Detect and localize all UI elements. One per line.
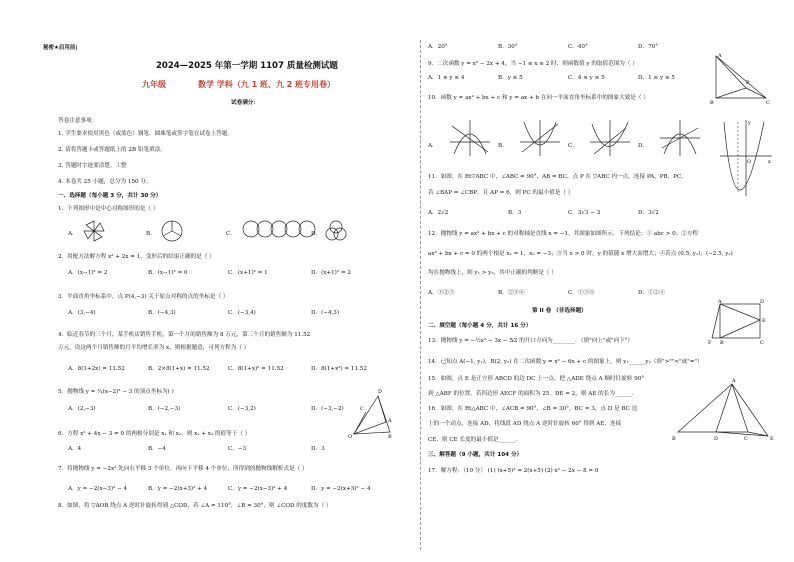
option: A．(2,−3): [68, 406, 96, 412]
graph-option-c: [588, 118, 632, 158]
option: D．: [638, 143, 649, 149]
notice-item: 1. 学生要求使用黑色（或蓝色）钢笔、圆珠笔或签字笔在试卷上答题。: [58, 131, 233, 137]
question-stem: 13．抛物线 y = −½x² − 3x − 5⁄2 的开口方向为________．（填"向上"或"向下"）: [428, 338, 633, 344]
option: C．40°: [568, 44, 588, 50]
option: B．②③④: [498, 290, 525, 296]
figure-label: x: [768, 159, 771, 165]
subject-label: 数学 学科（九 1 班、九 2 班专用卷）: [198, 80, 336, 89]
option: C．: [568, 143, 578, 149]
figure-label: B: [672, 436, 676, 442]
option: C．y = −2(x−3)² + 4: [228, 486, 288, 492]
question-stem: 5．抛物线 y = ¼(x−2)² − 3 的顶点坐标为( ): [58, 389, 174, 395]
option: A．1 ≤ y ≤ 4: [428, 75, 465, 81]
option: D．(−3,−2): [311, 406, 344, 412]
option: D．(−4,3): [311, 310, 340, 316]
option: D．3√2: [638, 210, 659, 216]
section-heading: 三、解答题（9 小题，共计 104 分）: [428, 452, 523, 458]
option: C．(−3,2): [228, 406, 256, 412]
question-stem-line3: 均在抛物线上，则 y₁ > y₂，其中正确的判断是（ ）: [428, 270, 557, 276]
pinwheel-figure: [82, 219, 106, 243]
option: B．: [498, 143, 508, 149]
figure-label: D: [760, 299, 765, 305]
question-stem-line2: 万元，设这两个月销售额的月平均增长率为 x，则根据题意，可列方程为（ ）: [58, 345, 250, 351]
option: C．8(1+x)² = 11.52: [228, 366, 284, 372]
question-stem-line3: CE，则 CE 长度的最小值是______．: [428, 437, 522, 443]
option: B．30°: [498, 44, 518, 50]
option: C．(x+1)² = 1: [228, 270, 268, 276]
question-stem: 2．用配方法解方程 x² + 2x = 1，变形后的结果正确的是（ ）: [58, 254, 215, 260]
question-stem: 14．已知点 A(−1, y₁)，B(2, y₂) 在二次函数 y = x² − 6x + c 的图象上，则 y₁______y₂（填">""<"或"="）: [428, 359, 703, 365]
question-stem-line2: ax² + bx + c = 0 的两个根是 x₁ = 1，x₂ = −3；③当 x > 0 时，y 的值随 x 增大而增大；④若点 (0.5, y₁)，(−2.5, y₂): [428, 251, 733, 257]
option: C．3√3 − 3: [568, 210, 601, 216]
question-stem: 7．将抛物线 y = −2x² 先向右平移 3 个单位，再向下平移 4 个单位，所得到的抛物线解析式是（ ）: [58, 466, 308, 472]
option: A．(x−1)² = 2: [68, 270, 108, 276]
figure-label: A: [718, 299, 722, 305]
question-stem: 8．如图，将 ▽AOB 绕点 A 逆时针旋转得到 △COD，若 ∠A = 110°，∠B = 30°，则 ∠COD 的度数为（ ）: [58, 503, 332, 509]
q11-figure: [712, 52, 774, 104]
figure-label: A: [732, 378, 736, 384]
scope-label: 试卷满分：: [231, 100, 259, 106]
option: A．20°: [428, 44, 448, 50]
question-stem: 3．平面直角坐标系中，点 P(4,−3) 关于原点对称的点的坐标是（ ）: [58, 294, 229, 300]
option: B．y ≤ 5: [498, 75, 523, 81]
figure-label: D: [378, 389, 383, 395]
option: D．8(1+x²) = 11.52: [311, 366, 367, 372]
secret-label: 秘密★启用前|: [43, 45, 78, 51]
question-stem: 11．如图，在 Rt▽ABC 中，∠ABC = 90°，AB = BC，点 P 在 ▽ABC 内一点，连接 PA，PB，PC，: [428, 174, 687, 180]
question-stem: 10．函数 y = ax² + bx + c 和 y = ax + b 在同一平面直角坐标系中的图象大致是（ ）: [428, 95, 649, 101]
graph-option-a: [448, 118, 492, 158]
option: D．3: [311, 446, 325, 452]
question-stem: 17．解方程：（10 分） (1) (x+5)² = 2(x+5) (2) x² − 2x − 8 = 0: [428, 468, 599, 474]
rings-figure: [239, 219, 311, 243]
circle-sector-figure: [160, 219, 184, 243]
figure-label: D: [714, 436, 719, 442]
option: B．−4: [148, 446, 166, 452]
figure-label: y: [748, 120, 751, 126]
option: B．(−4,3): [148, 310, 176, 316]
option: B．2×8(1+x) = 11.52: [148, 366, 210, 372]
option: D．(x+1)² = 2: [311, 270, 351, 276]
option: B．3: [508, 210, 522, 216]
question-stem: 9．二次函数 y = x² − 2x + 4，当 −1 ≤ x ≤ 2 时，则函数值 y 的取值范围为（ ）: [428, 61, 638, 67]
option: D．1 ≤ y ≤ 5: [638, 75, 675, 81]
part2-heading: 第 II 卷 （非选择题）: [532, 308, 587, 314]
question-stem: 4．临近春节的三个月，某手机店销售手机，第一个月的销售额为 8 万元，第三个月的销售额为 11.52: [58, 332, 311, 338]
option: A．8(1+2x) = 11.52: [68, 366, 125, 372]
option: A．2√2: [428, 210, 449, 216]
notice-item: 4. 本卷共 25 小题，总分为 150 分。: [58, 179, 152, 185]
figure-label: B: [720, 340, 724, 346]
figure-label: E: [762, 318, 766, 324]
figure-label: C: [744, 436, 748, 442]
grade-label: 九年级: [142, 80, 166, 89]
figure-label: E: [770, 436, 774, 442]
exam-title: 2024—2025 年第一学期 1107 质量检测试题: [156, 61, 338, 71]
question-stem: 6．方程 x² + 4x − 3 = 0 的两根分别是 x₁ 和 x₂，则 x₁ + x₂ 的值等于（ ）: [58, 431, 251, 437]
option: C．4 ≤ y ≤ 5: [568, 75, 605, 81]
trefoil-figure: [324, 219, 348, 243]
notice-heading: 答卷注意事项：: [58, 118, 98, 124]
figure-label: F: [708, 340, 712, 346]
option: C．−3: [228, 446, 247, 452]
question-stem: 12．抛物线 y = ax² + bx + c 的对称轴是直线 x = −1，其图象如图所示．下列结论：① abc > 0；②方程: [428, 231, 699, 237]
q12-figure: [718, 118, 774, 198]
figure-label: C: [766, 100, 770, 106]
notice-item: 2. 请将答题卡或答题纸上的 2B 铅笔填涂。: [58, 147, 166, 153]
figure-label: C: [760, 340, 764, 346]
question-stem: 16．如图，在 Rt△ABC 中，∠ACB = 90°，∠B = 30°，BC = 3，点 D 是 BC 边: [428, 406, 638, 412]
section-heading: 一、选择题（每小题 3 分，共计 30 分）: [58, 193, 162, 199]
figure-label: A: [718, 53, 722, 59]
question-stem: 15．如图，点 E 是正方形 ABCD 的边 DC 上一点，把 △ADE 绕点 A 顺时针旋转 90°: [428, 376, 645, 382]
figure-label: B: [710, 100, 714, 106]
figure-label: A: [388, 418, 392, 424]
figure-label: O: [747, 159, 752, 165]
option: A．: [68, 231, 78, 237]
question-stem: 1．下列图形中是中心对称图形的是（ ）: [58, 206, 159, 212]
option: A．4: [68, 446, 82, 452]
option: B．(−2,−3): [148, 406, 181, 412]
figure-label: B: [388, 434, 392, 440]
option: D．: [311, 231, 322, 237]
option: A．y = −2(x−3)² − 4: [68, 486, 128, 492]
option: C．: [226, 231, 236, 237]
option: B．(x−1)² = 0: [148, 270, 188, 276]
q16-figure: [672, 378, 782, 442]
q15-figure: [710, 300, 772, 344]
option: A．(3,−4): [68, 310, 96, 316]
figure-label: O: [348, 434, 353, 440]
option: A．: [428, 143, 438, 149]
option: D．①②④: [638, 290, 665, 296]
option: D．70°: [638, 44, 658, 50]
option: B．y = −2(x+3)² + 4: [148, 486, 208, 492]
option: C．①③④: [568, 290, 595, 296]
question-stem-line2: 上的一个动点，连接 AD，将线段 AD 绕点 A 逆时针旋转 60° 得到 AE，连接: [428, 421, 622, 427]
graph-option-b: [518, 118, 562, 158]
option: C．(−3,4): [228, 310, 256, 316]
option: D．y = −2(x+3)² − 4: [311, 486, 371, 492]
q8-figure: [348, 388, 392, 440]
question-stem-line2: 到 △ABF 的位置，若四边形 AECF 的面积为 25，DE = 2，则 AE 的长为______．: [428, 391, 638, 397]
option: B．: [146, 231, 156, 237]
figure-label: P: [746, 80, 750, 86]
graph-option-d: [658, 118, 702, 158]
notice-item: 3. 答题时字迹要清楚、工整: [58, 163, 127, 169]
section-heading: 二、填空题（每小题 4 分，共计 16 分）: [428, 323, 532, 329]
figure-label: C: [360, 406, 364, 412]
question-stem-line2: 若 ∠BAP = ∠CBP，且 AP = 6，则 PC 的最小值是（ ）: [428, 190, 574, 196]
column-divider: [420, 40, 421, 550]
option: A．①②③: [428, 290, 455, 296]
